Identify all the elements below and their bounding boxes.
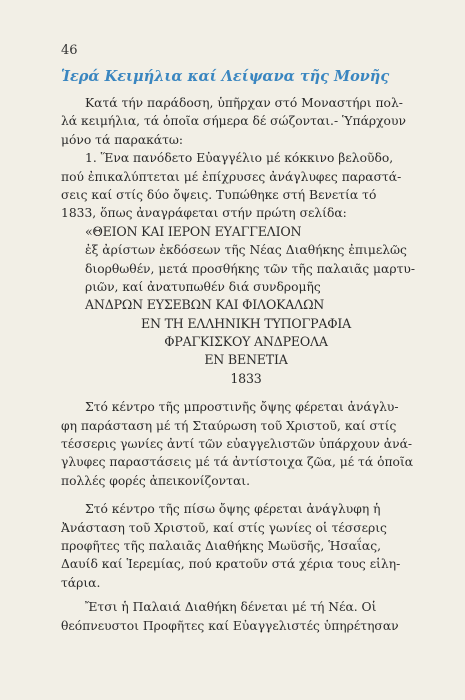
text-line: πού ἐπικαλύπτεται μέ ἐπίχρυσες ἀνάγλυφες παραστά- [61, 169, 402, 184]
title-line: ΕΝ ΒΕΝΕΤΙΑ [204, 352, 288, 368]
section-heading: Ἱερά Κειμήλια καί Λείψανα τῆς Μονῆς [61, 68, 390, 85]
text-line: λά κειμήλια, τά ὁποῖα σήμερα δέ σώζονται.- Ὑπάρχουν [61, 114, 406, 129]
text-line: Ἔτσι ἡ Παλαιά Διαθήκη δένεται μέ τή Νέα. Οἱ [85, 600, 377, 615]
text-line: 1833, ὅπως ἀναγράφεται στήν πρώτη σελίδα: [61, 206, 347, 221]
text-line: Ἀνάσταση τοῦ Χριστοῦ, καί στίς γωνίες οἱ τέσσερις [61, 520, 387, 535]
text-line: σεις καί στίς δύο ὄψεις. Τυπώθηκε στή Βενετία τό [61, 187, 377, 202]
text-line: τάρια. [61, 575, 101, 590]
text-line: γλυφες παραστάσεις μέ τά ἀντίστοιχα ζῶα, μέ τά ὁποῖα [61, 455, 414, 470]
title-line: ΦΡΑΓΚΙΣΚΟΥ ΑΝΔΡΕΟΛΑ [164, 334, 328, 350]
text-line: πολλές φορές ἀπεικονίζονται. [61, 473, 250, 488]
text-line: ἐξ ἀρίστων ἐκδόσεων τῆς Νέας Διαθήκης ἐπιμελῶς [85, 243, 407, 258]
text-line: Στό κέντρο τῆς πίσω ὄψης φέρεται ἀνάγλυφη ἡ [85, 502, 381, 517]
body-text [61, 94, 431, 635]
title-line: «ΘΕΙΟΝ ΚΑΙ ΙΕΡΟΝ ΕΥΑΓΓΕΛΙΟΝ [85, 223, 302, 239]
title-line: ΕΝ ΤΗ ΕΛΛΗΝΙΚΗ ΤΥΠΟΓΡΑΦΙΑ [140, 315, 352, 331]
title-line: ΑΝΔΡΩΝ ΕΥΣΕΒΩΝ ΚΑΙ ΦΙΛΟΚΑΛΩΝ [85, 297, 325, 313]
text-line: Κατά τήν παράδοση, ὑπῆρχαν στό Μοναστήρι πολ- [85, 96, 403, 110]
text-line: διορθωθέν, μετά προσθήκης τῶν τῆς παλαιᾶς μαρτυ- [85, 261, 416, 276]
text-line: Στό κέντρο τῆς μπροστινῆς ὄψης φέρεται ἀνάγλυ- [85, 400, 399, 415]
text-line: Δαυίδ καί Ἱερεμίας, πού κρατοῦν στά χέρια τους εἱλη- [61, 557, 401, 572]
text-line: φη παράσταση μέ τή Σταύρωση τοῦ Χριστοῦ, καί στίς [61, 418, 397, 433]
text-line: τέσσερις γωνίες ἀντί τῶν εὐαγγελιστῶν ὑπάρχουν ἀνά- [61, 437, 413, 452]
text-line: μόνο τά παρακάτω: [61, 132, 184, 147]
text-line: 1. Ἕνα πανόδετο Εὐαγγέλιο μέ κόκκινο βελοῦδο, [85, 151, 394, 166]
text-line: ριῶν, καί ἀνατυπωθέν διά συνδρομῆς [85, 279, 321, 294]
text-line: προφῆτες τῆς παλαιᾶς Διαθήκης Μωϋσῆς, Ἡσαΐας, [61, 538, 382, 553]
text-line: θεόπνευστοι Προφῆτες καί Εὐαγγελιστές ὑπηρέτησαν [61, 618, 399, 633]
title-year: 1833 [230, 370, 262, 386]
page-number: 46 [61, 43, 78, 58]
